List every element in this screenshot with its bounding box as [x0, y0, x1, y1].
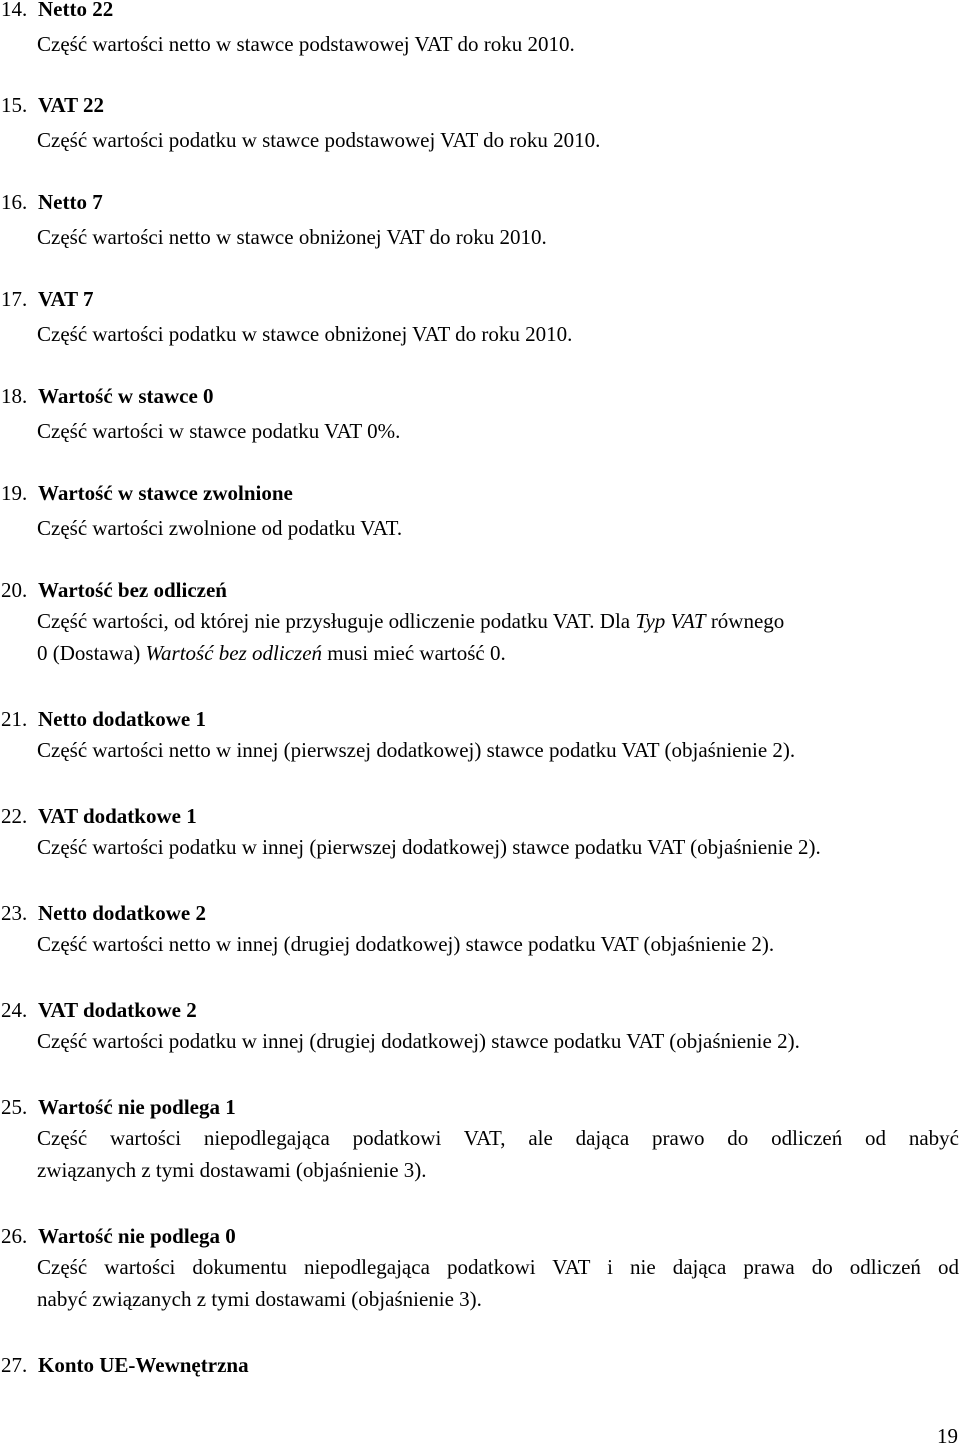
item-title: Wartość nie podlega 1 — [38, 1095, 236, 1119]
item-title: Wartość nie podlega 0 — [38, 1224, 236, 1248]
item-title: Netto 22 — [38, 0, 114, 21]
item-description: Część wartości zwolnione od podatku VAT. — [37, 516, 403, 540]
item-title: VAT dodatkowe 2 — [38, 998, 197, 1022]
page-number: 19 — [937, 1424, 958, 1448]
item-title: Netto 7 — [38, 190, 103, 214]
description-line: związanych z tymi dostawami (objaśnienie 3). — [37, 1158, 427, 1182]
item-description — [37, 1122, 959, 1186]
item-number: 21. — [1, 707, 28, 731]
description-line: Część wartości niepodlegająca podatkowi VAT, ale dająca prawo do odliczeń od nabyć — [37, 1126, 959, 1150]
description-text: 0 (Dostawa) — [37, 641, 146, 665]
item-number: 26. — [1, 1224, 28, 1248]
item-title: Wartość w stawce zwolnione — [38, 481, 293, 505]
item-title: Netto dodatkowe 1 — [38, 707, 206, 731]
description-line: Część wartości dokumentu niepodlegająca podatkowi VAT i nie dająca prawa do odliczeń od — [37, 1255, 959, 1279]
item-title: VAT 7 — [38, 287, 94, 311]
description-text: Część wartości, od której nie przysługuje odliczenie podatku VAT. Dla — [37, 609, 636, 633]
item-description: Część wartości netto w stawce podstawowej VAT do roku 2010. — [37, 32, 575, 56]
item-description: Część wartości podatku w stawce obniżonej VAT do roku 2010. — [37, 322, 573, 346]
item-description: Część wartości podatku w innej (drugiej dodatkowej) stawce podatku VAT (objaśnienie 2). — [37, 1029, 800, 1053]
description-text: równego — [705, 609, 785, 633]
item-number: 15. — [1, 93, 28, 117]
item-title: Wartość w stawce 0 — [38, 384, 214, 408]
item-description: Część wartości netto w innej (drugiej dodatkowej) stawce podatku VAT (objaśnienie 2). — [37, 932, 775, 956]
description-text: musi mieć wartość 0. — [322, 641, 506, 665]
item-number: 22. — [1, 804, 28, 828]
item-description-continued — [37, 637, 506, 669]
item-title: Wartość bez odliczeń — [38, 578, 227, 602]
field-reference-wartosc-bez-odliczen: Wartość bez odliczeń — [145, 641, 323, 665]
item-number: 20. — [1, 578, 28, 602]
item-number: 17. — [1, 287, 28, 311]
item-description: Część wartości podatku w innej (pierwszej dodatkowej) stawce podatku VAT (objaśnienie 2). — [37, 835, 821, 859]
item-description: Część wartości podatku w stawce podstawowej VAT do roku 2010. — [37, 128, 601, 152]
item-description — [37, 1251, 959, 1315]
description-line: nabyć związanych z tymi dostawami (objaśnienie 3). — [37, 1287, 482, 1311]
item-number: 27. — [1, 1353, 28, 1377]
item-number: 18. — [1, 384, 28, 408]
item-number: 23. — [1, 901, 28, 925]
item-number: 24. — [1, 998, 28, 1022]
item-title: Konto UE-Wewnętrzna — [38, 1353, 249, 1377]
item-number: 25. — [1, 1095, 28, 1119]
item-title: VAT 22 — [38, 93, 104, 117]
item-description: Część wartości w stawce podatku VAT 0%. — [37, 419, 401, 443]
item-title: Netto dodatkowe 2 — [38, 901, 206, 925]
item-number: 19. — [1, 481, 28, 505]
item-description: Część wartości netto w stawce obniżonej VAT do roku 2010. — [37, 225, 547, 249]
field-reference-typ-vat: Typ VAT — [635, 609, 706, 633]
item-description: Część wartości netto w innej (pierwszej dodatkowej) stawce podatku VAT (objaśnienie 2). — [37, 738, 796, 762]
item-number: 16. — [1, 190, 28, 214]
item-description — [37, 605, 784, 637]
item-number: 14. — [1, 0, 28, 21]
item-title: VAT dodatkowe 1 — [38, 804, 197, 828]
